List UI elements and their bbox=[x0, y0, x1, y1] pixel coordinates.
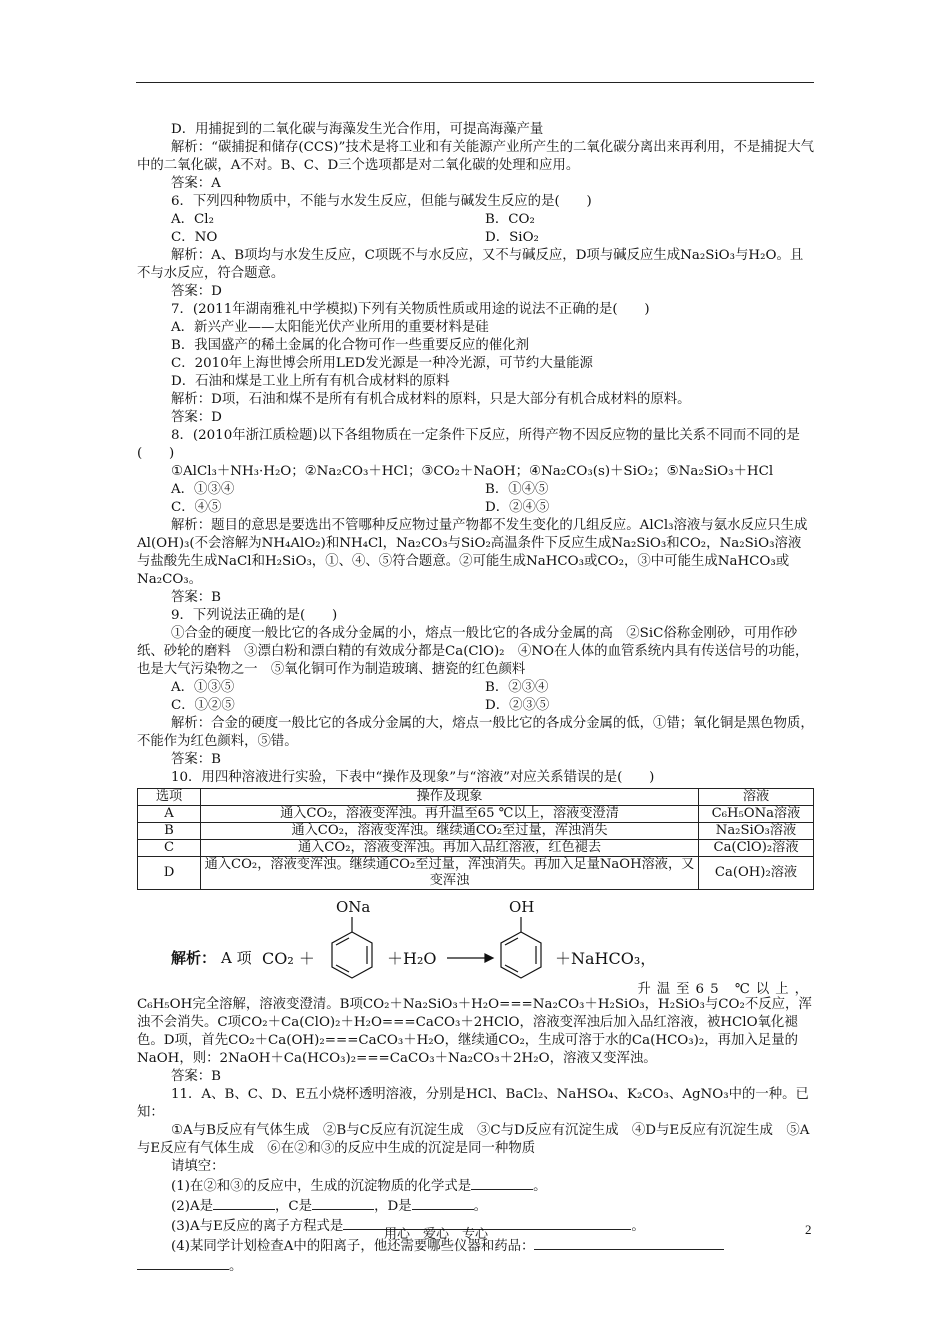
footer-text: 用心 爱心 专心 bbox=[384, 1227, 489, 1242]
table-cell: A bbox=[138, 806, 201, 823]
q7-option-b: B．我国盛产的稀土金属的化合物可作一些重要反应的催化剂 bbox=[171, 338, 529, 353]
q6-option-b: B．CO₂ bbox=[485, 212, 535, 227]
question-10: 10．用四种溶液进行实验，下表中“操作及现象”与“溶液”对应关系错误的是( ) bbox=[171, 770, 655, 785]
question-6: 6．下列四种物质中，不能与水发生反应，但能与碱发生反应的是( ) bbox=[171, 194, 592, 209]
q8-answer: 答案：B bbox=[171, 590, 222, 605]
answer-blank[interactable] bbox=[312, 1196, 374, 1210]
question-11: 11．A、B、C、D、E五小烧杯透明溶液，分别是HCl、BaCl₂、NaHSO₄、K₂CO₃、AgNO₃中的一种。已知： bbox=[137, 1087, 809, 1120]
subquestion-4-continued: 。 bbox=[137, 1256, 814, 1276]
subquestion-3-text: (3)A与E反应的离子方程式是 bbox=[171, 1219, 344, 1234]
q6-options-row2 bbox=[137, 229, 814, 247]
table-header-cell: 操作及现象 bbox=[201, 789, 699, 806]
table-cell: Na₂SiO₃溶液 bbox=[699, 823, 814, 840]
q7-option-c: C．2010年上海世博会所用LED发光源是一种冷光源，可节约大量能源 bbox=[171, 356, 593, 371]
subquestion-2-c: ，C是 bbox=[275, 1199, 313, 1214]
q10-analysis: C₆H₅OH完全溶解，溶液变澄清。B项CO₂＋Na₂SiO₃＋H₂O===Na₂CO₃＋H₂SiO₃，H₂SiO₃与CO₂不反应，浑浊不会消失。C项CO₂＋Ca(ClO)₂＋H₂O===CaCO₃＋2HClO，溶液变浑浊后加入品红溶液，被HClO氧化褪色。D项，首先CO₂＋Ca(OH)₂===CaCO₃＋H₂O，继续通CO₂，生成可溶于水的Ca(HCO₃)₂，再加入足量的NaOH，则：2NaOH＋Ca(HCO₃)₂===CaCO₃＋Na₂CO₃＋2H₂O，溶液又变浑浊。 bbox=[137, 997, 812, 1066]
item-a-label: A 项 bbox=[221, 949, 252, 967]
table-row bbox=[138, 857, 814, 890]
subquestion-2-d: ，D是 bbox=[374, 1199, 412, 1214]
table-cell: Ca(ClO)₂溶液 bbox=[699, 840, 814, 857]
table-cell: Ca(OH)₂溶液 bbox=[699, 857, 814, 890]
table-header-cell: 溶液 bbox=[699, 789, 814, 806]
q9-option-b: B．②③④ bbox=[485, 680, 549, 695]
subquestion-4-text: (4)某同学计划检查A中的阳离子，他还需要哪些仪器和药品： bbox=[171, 1239, 535, 1254]
q8-reaction-list: ①AlCl₃＋NH₃·H₂O；②Na₂CO₃＋HCl；③CO₂＋NaOH；④Na₂CO₃(s)＋SiO₂；⑤Na₂SiO₃＋HCl bbox=[171, 464, 774, 479]
analysis-label: 解析： bbox=[171, 949, 217, 967]
page-number: 2 bbox=[805, 1222, 812, 1237]
q9-option-c: C．①②⑤ bbox=[171, 698, 235, 713]
q6-answer: 答案：D bbox=[171, 284, 222, 299]
table-header-row bbox=[138, 789, 814, 806]
q7-option-d: D．石油和煤是工业上所有有机合成材料的原料 bbox=[171, 374, 450, 389]
q7-analysis: 解析：D项，石油和煤不是所有有机合成材料的原料，只是大部分有机合成材料的原料。 bbox=[171, 392, 691, 407]
q8-analysis: 解析：题目的意思是要选出不管哪种反应物过量产物都不发生变化的几组反应。AlCl₃溶液与氨水反应只生成Al(OH)₃(不会溶解为NH₄AlO₂)和NH₄Cl，Na₂CO₃与SiO₂高温条件下反应生成Na₂SiO₃和CO₂，Na₂SiO₃溶液与盐酸先生成NaCl和H₂SiO₃，①、④、⑤符合题意。②可能生成NaHCO₃或CO₂，③中可能生成NaHCO₃或Na₂CO₃。 bbox=[137, 518, 808, 587]
table-cell: 通入CO₂，溶液变浑浊。再升温至65 ℃以上，溶液变澄清 bbox=[201, 806, 699, 823]
q6-options-row1 bbox=[137, 211, 814, 229]
table-cell: 通入CO₂，溶液变浑浊。继续通CO₂至过量，浑浊消失。再加入足量NaOH溶液，又变浑浊 bbox=[201, 857, 699, 890]
analysis-text: 解析：“碳捕捉和储存(CCS)”技术是将工业和有关能源产业所产生的二氧化碳分离出来再利用，不是捕捉大气中的二氧化碳，A不对。B、C、D三个选项都是对二氧化碳的处理和应用。 bbox=[137, 140, 814, 173]
subquestion-3: (3)A与E反应的离子方程式是 。 bbox=[137, 1216, 814, 1236]
q7-option-a: A．新兴产业——太阳能光伏产业所用的重要材料是硅 bbox=[171, 320, 489, 335]
co2-term: CO₂ ＋ bbox=[262, 949, 315, 968]
table-row bbox=[138, 840, 814, 857]
page-content bbox=[137, 121, 814, 1276]
q6-analysis: 解析：A、B项均与水发生反应，C项既不与水反应，又不与碱反应，D项与碱反应生成Na₂SiO₃与H₂O。且不与水反应，符合题意。 bbox=[137, 248, 804, 281]
subquestion-1: (1)在②和③的反应中，生成的沉淀物质的化学式是 。 bbox=[137, 1176, 814, 1196]
answer-blank[interactable] bbox=[412, 1196, 474, 1210]
q6-option-a: A．Cl₂ bbox=[171, 212, 214, 227]
ona-label: ONa bbox=[336, 898, 371, 916]
answer-blank[interactable] bbox=[137, 1256, 229, 1270]
q6-option-d: D．SiO₂ bbox=[485, 230, 539, 245]
q9-options-row2 bbox=[137, 697, 814, 715]
reaction-equation bbox=[137, 892, 814, 997]
nahco3-term: ＋NaHCO₃， bbox=[555, 949, 657, 968]
table-cell: D bbox=[138, 857, 201, 890]
q9-options-row1 bbox=[137, 679, 814, 697]
subquestion-2: (2)A是 ，C是 ，D是 。 bbox=[137, 1196, 814, 1216]
answer-blank[interactable] bbox=[471, 1176, 533, 1190]
table-cell: C₆H₅ONa溶液 bbox=[699, 806, 814, 823]
q9-option-a: A．①③⑤ bbox=[171, 680, 235, 695]
subquestion-1-text: (1)在②和③的反应中，生成的沉淀物质的化学式是 bbox=[171, 1179, 472, 1194]
q7-answer: 答案：D bbox=[171, 410, 222, 425]
table-header-cell: 选项 bbox=[138, 789, 201, 806]
question-7: 7．(2011年湖南雅礼中学模拟)下列有关物质性质或用途的说法不正确的是( ) bbox=[171, 302, 650, 317]
answer-blank[interactable] bbox=[213, 1196, 275, 1210]
q6-option-c: C．NO bbox=[171, 230, 218, 245]
oh-label: OH bbox=[509, 898, 535, 916]
question-8: 8．(2010年浙江质检题)以下各组物质在一定条件下反应，所得产物不因反应物的量比关系不同而不同的是( ) bbox=[137, 428, 800, 461]
header-rule bbox=[136, 82, 814, 83]
q9-answer: 答案：B bbox=[171, 752, 222, 767]
heating-text: 升温至65 ℃以上， bbox=[637, 982, 814, 997]
q9-statements: ①合金的硬度一般比它的各成分金属的小，熔点一般比它的各成分金属的高 ②SiC俗称金刚砂，可用作砂纸、砂轮的磨料 ③漂白粉和漂白精的有效成分都是Ca(ClO)₂ ④NO在人体的血管系统内具有传送信号的功能，也是大气污染物之一 ⑤氧化铜可作为制造玻璃、搪瓷的红色颜料 bbox=[137, 626, 809, 677]
q8-option-d: D．②④⑤ bbox=[485, 500, 550, 515]
answer-blank[interactable] bbox=[534, 1236, 724, 1250]
q8-option-b: B．①④⑤ bbox=[485, 482, 549, 497]
subquestion-2-a: (2)A是 bbox=[171, 1199, 214, 1214]
table-cell: 通入CO₂，溶液变浑浊。再加入品红溶液，红色褪去 bbox=[201, 840, 699, 857]
table-cell: B bbox=[138, 823, 201, 840]
h2o-term: ＋H₂O bbox=[387, 949, 437, 968]
q8-options-row2 bbox=[137, 499, 814, 517]
answer-text: 答案：A bbox=[171, 176, 221, 191]
q8-options-row1 bbox=[137, 481, 814, 499]
fill-prompt: 请填空： bbox=[171, 1159, 225, 1174]
q9-option-d: D．②③⑤ bbox=[485, 698, 550, 713]
q10-table bbox=[137, 788, 814, 890]
table-cell: 通入CO₂，溶液变浑浊。继续通CO₂至过量，浑浊消失 bbox=[201, 823, 699, 840]
option-d-line: D．用捕捉到的二氧化碳与海藻发生光合作用，可提高海藻产量 bbox=[171, 122, 544, 137]
q8-option-c: C．④⑤ bbox=[171, 500, 222, 515]
table-row bbox=[138, 823, 814, 840]
q10-answer: 答案：B bbox=[171, 1069, 222, 1084]
q8-option-a: A．①③④ bbox=[171, 482, 235, 497]
reaction-arrow bbox=[447, 954, 493, 962]
benzene-ring-1 bbox=[332, 932, 372, 978]
q9-analysis: 解析：合金的硬度一般比它的各成分金属的大，熔点一般比它的各成分金属的低，①错；氧化铜是黑色物质，不能作为红色颜料，⑤错。 bbox=[137, 716, 814, 749]
q11-conditions: ①A与B反应有气体生成 ②B与C反应有沉淀生成 ③C与D反应有沉淀生成 ④D与E反应有沉淀生成 ⑤A与E反应有气体生成 ⑥在②和③的反应中生成的沉淀是同一种物质 bbox=[137, 1123, 810, 1156]
table-cell: C bbox=[138, 840, 201, 857]
question-9: 9．下列说法正确的是( ) bbox=[171, 608, 338, 623]
table-row bbox=[138, 806, 814, 823]
benzene-ring-2 bbox=[501, 932, 541, 978]
